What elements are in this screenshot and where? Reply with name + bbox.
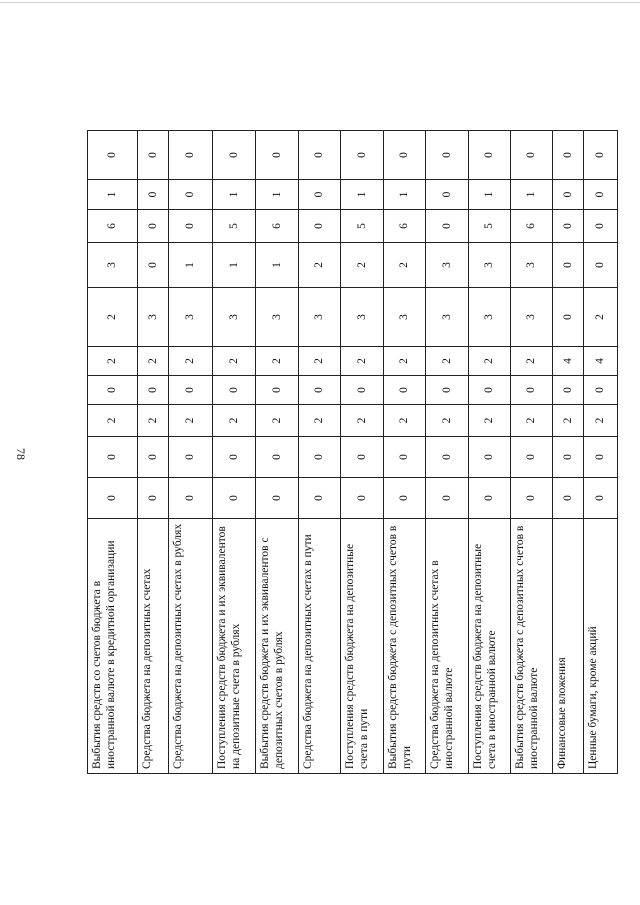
table-row [469, 131, 511, 774]
row-label: Ценные бумаги, кроме акций [584, 519, 618, 774]
code-digit-cell: 2 [299, 243, 341, 288]
code-digit-cell: 0 [584, 437, 618, 478]
code-digit-cell: 2 [469, 347, 511, 376]
code-digit-cell: 1 [511, 180, 553, 210]
row-label: Средства бюджета на депозитных счетах в иностранной валюте [426, 519, 469, 774]
code-digit-cell: 2 [256, 405, 299, 437]
code-digit-cell: 0 [138, 131, 169, 180]
code-digit-cell: 0 [256, 131, 299, 180]
code-digit-cell: 2 [469, 405, 511, 437]
code-digit-cell: 0 [169, 478, 213, 519]
code-digit-cell: 0 [469, 437, 511, 478]
code-digit-cell: 0 [584, 131, 618, 180]
code-digit-cell: 0 [88, 131, 138, 180]
code-digit-cell: 0 [299, 131, 341, 180]
code-digit-cell: 2 [256, 347, 299, 376]
code-digit-cell: 0 [511, 478, 553, 519]
row-label: Финансовые вложения [553, 519, 584, 774]
code-digit-cell: 1 [169, 243, 213, 288]
code-digit-cell: 3 [88, 243, 138, 288]
code-digit-cell: 0 [256, 478, 299, 519]
code-digit-cell: 1 [213, 180, 256, 210]
row-label: Средства бюджета на депозитных счетах [138, 519, 169, 774]
code-digit-cell: 0 [341, 131, 384, 180]
row-label: Поступления средств бюджета на депозитные счета в иностранной валюте [469, 519, 511, 774]
code-digit-cell: 2 [299, 347, 341, 376]
code-digit-cell: 2 [511, 347, 553, 376]
code-digit-cell: 3 [299, 288, 341, 347]
code-digit-cell: 0 [256, 376, 299, 405]
code-digit-cell: 4 [584, 347, 618, 376]
scan-edge-line [0, 2, 640, 3]
code-digit-cell: 3 [169, 288, 213, 347]
code-digit-cell: 0 [341, 478, 384, 519]
code-digit-cell: 2 [213, 405, 256, 437]
row-label: Выбытия средств бюджета с депозитных счетов в пути [384, 519, 426, 774]
code-digit-cell: 0 [341, 376, 384, 405]
code-digit-cell: 0 [553, 478, 584, 519]
code-digit-cell: 0 [138, 210, 169, 243]
code-digit-cell: 0 [511, 437, 553, 478]
code-digit-cell: 1 [88, 180, 138, 210]
code-digit-cell: 0 [553, 288, 584, 347]
table-row [299, 131, 341, 774]
code-digit-cell: 0 [469, 376, 511, 405]
code-digit-cell: 0 [169, 131, 213, 180]
code-digit-cell: 0 [213, 376, 256, 405]
code-digit-cell: 0 [88, 478, 138, 519]
code-digit-cell: 0 [88, 437, 138, 478]
code-digit-cell: 0 [169, 210, 213, 243]
code-digit-cell: 5 [469, 210, 511, 243]
code-digit-cell: 0 [553, 376, 584, 405]
code-digit-cell: 0 [384, 478, 426, 519]
code-digit-cell: 0 [553, 210, 584, 243]
code-digit-cell: 0 [341, 437, 384, 478]
row-label: Средства бюджета на депозитных счетах в рублях [169, 519, 213, 774]
code-digit-cell: 0 [469, 131, 511, 180]
code-digit-cell: 0 [584, 478, 618, 519]
code-digit-cell: 3 [511, 288, 553, 347]
row-label: Выбытия средств бюджета с депозитных счетов в иностранной валюте [511, 519, 553, 774]
code-digit-cell: 0 [169, 180, 213, 210]
code-digit-cell: 2 [584, 405, 618, 437]
code-digit-cell: 0 [384, 437, 426, 478]
code-digit-cell: 0 [426, 131, 469, 180]
code-digit-cell: 2 [426, 405, 469, 437]
row-label: Поступления средств бюджета на депозитные счета в пути [341, 519, 384, 774]
code-digit-cell: 2 [384, 243, 426, 288]
code-digit-cell: 2 [384, 347, 426, 376]
code-digit-cell: 0 [469, 478, 511, 519]
code-digit-cell: 0 [299, 210, 341, 243]
code-digit-cell: 3 [384, 288, 426, 347]
code-digit-cell: 1 [341, 180, 384, 210]
code-digit-cell: 2 [138, 405, 169, 437]
table-row [256, 131, 299, 774]
code-digit-cell: 0 [138, 180, 169, 210]
code-digit-cell: 0 [584, 210, 618, 243]
code-digit-cell: 0 [384, 376, 426, 405]
code-digit-cell: 2 [341, 405, 384, 437]
code-digit-cell: 5 [341, 210, 384, 243]
code-digit-cell: 0 [256, 437, 299, 478]
code-digit-cell: 0 [138, 478, 169, 519]
row-label: Поступления средств бюджета и их эквивалентов на депозитные счета в рублях [213, 519, 256, 774]
code-digit-cell: 1 [256, 243, 299, 288]
code-digit-cell: 3 [341, 288, 384, 347]
code-digit-cell: 2 [299, 405, 341, 437]
code-digit-cell: 3 [138, 288, 169, 347]
table-row [138, 131, 169, 774]
code-digit-cell: 0 [426, 478, 469, 519]
code-digit-cell: 0 [511, 376, 553, 405]
code-digit-cell: 0 [584, 376, 618, 405]
code-digit-cell: 3 [426, 243, 469, 288]
code-digit-cell: 0 [213, 437, 256, 478]
table-row [88, 131, 138, 774]
code-digit-cell: 0 [88, 376, 138, 405]
code-digit-cell: 2 [426, 347, 469, 376]
table-row [213, 131, 256, 774]
code-digit-cell: 6 [256, 210, 299, 243]
code-digit-cell: 2 [88, 288, 138, 347]
code-digit-cell: 2 [138, 347, 169, 376]
code-digit-cell: 0 [213, 478, 256, 519]
code-digit-cell: 2 [88, 347, 138, 376]
code-digit-cell: 0 [584, 243, 618, 288]
code-digit-cell: 6 [88, 210, 138, 243]
code-digit-cell: 0 [511, 131, 553, 180]
code-digit-cell: 2 [384, 405, 426, 437]
code-digit-cell: 0 [213, 131, 256, 180]
code-digit-cell: 5 [213, 210, 256, 243]
code-digit-cell: 0 [384, 131, 426, 180]
code-digit-cell: 3 [469, 243, 511, 288]
code-digit-cell: 1 [469, 180, 511, 210]
code-digit-cell: 2 [511, 405, 553, 437]
code-digit-cell: 2 [341, 243, 384, 288]
table-row [384, 131, 426, 774]
row-label: Средства бюджета на депозитных счетах в пути [299, 519, 341, 774]
code-digit-cell: 3 [426, 288, 469, 347]
table-row [584, 131, 618, 774]
code-digit-cell: 0 [553, 180, 584, 210]
row-label: Выбытия средств бюджета и их эквивалентов с депозитных счетов в рублях [256, 519, 299, 774]
code-digit-cell: 1 [213, 243, 256, 288]
table-row [511, 131, 553, 774]
page-number: 78 [14, 448, 28, 460]
code-digit-cell: 2 [213, 347, 256, 376]
code-digit-cell: 0 [169, 376, 213, 405]
table-row [553, 131, 584, 774]
code-digit-cell: 0 [138, 437, 169, 478]
code-digit-cell: 0 [299, 478, 341, 519]
code-digit-cell: 0 [299, 180, 341, 210]
code-digit-cell: 0 [299, 376, 341, 405]
code-digit-cell: 0 [138, 243, 169, 288]
code-digit-cell: 3 [213, 288, 256, 347]
code-digit-cell: 2 [553, 405, 584, 437]
code-digit-cell: 0 [426, 437, 469, 478]
code-digit-cell: 3 [469, 288, 511, 347]
code-digit-cell: 0 [553, 243, 584, 288]
code-digit-cell: 2 [169, 405, 213, 437]
code-digit-cell: 0 [553, 437, 584, 478]
code-digit-cell: 0 [426, 180, 469, 210]
code-digit-cell: 0 [299, 437, 341, 478]
code-digit-cell: 0 [138, 376, 169, 405]
account-codes-table [87, 130, 618, 774]
code-digit-cell: 0 [169, 437, 213, 478]
code-digit-cell: 6 [384, 210, 426, 243]
code-digit-cell: 3 [511, 243, 553, 288]
code-digit-cell: 2 [88, 405, 138, 437]
code-digit-cell: 6 [511, 210, 553, 243]
code-digit-cell: 2 [584, 288, 618, 347]
table-body [88, 131, 618, 774]
row-label: Выбытия средств со счетов бюджета в иностранной валюте в кредитной организации [88, 519, 138, 774]
code-digit-cell: 2 [169, 347, 213, 376]
code-digit-cell: 3 [256, 288, 299, 347]
code-digit-cell: 0 [426, 376, 469, 405]
code-digit-cell: 1 [256, 180, 299, 210]
account-codes-table-container [87, 131, 607, 774]
code-digit-cell: 0 [553, 131, 584, 180]
code-digit-cell: 0 [584, 180, 618, 210]
table-row [169, 131, 213, 774]
table-row [341, 131, 384, 774]
code-digit-cell: 2 [341, 347, 384, 376]
code-digit-cell: 1 [384, 180, 426, 210]
code-digit-cell: 0 [426, 210, 469, 243]
table-row [426, 131, 469, 774]
code-digit-cell: 4 [553, 347, 584, 376]
